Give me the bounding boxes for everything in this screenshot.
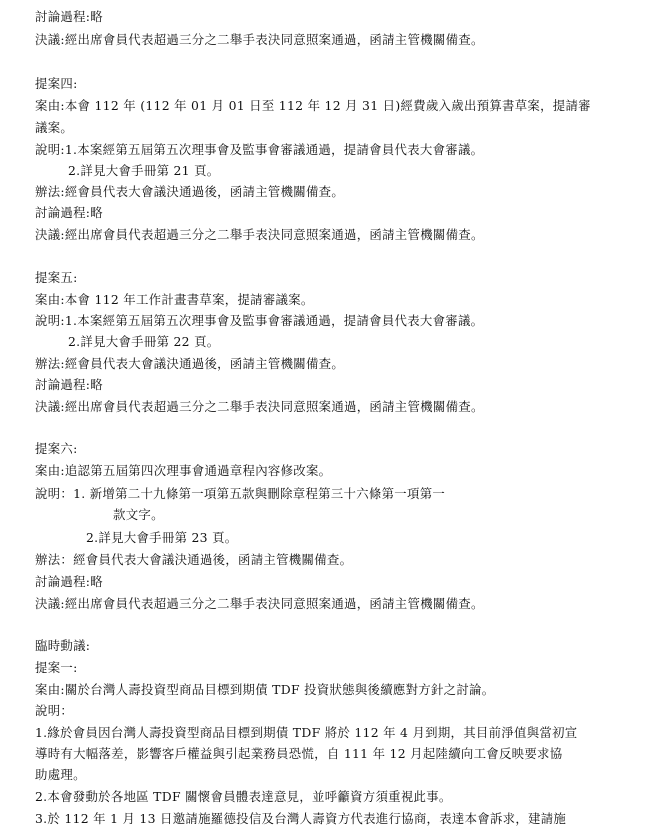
proposal-6-discussion: 討論過程:略	[35, 574, 103, 589]
extempore-item-1-cont-2: 助處理。	[35, 767, 86, 782]
proposal-5-note-2: 2.詳見大會手冊第 22 頁。	[68, 334, 220, 349]
proposal-5-reason: 案由:本會 112 年工作計畫書草案，提請審議案。	[35, 292, 314, 307]
proposal-6-note-2: 2.詳見大會手冊第 23 頁。	[86, 530, 238, 545]
proposal-5-note-1: 說明:1.本案經第五屆第五次理事會及監事會審議通過，提請會員代表大會審議。	[35, 313, 484, 328]
proposal-6-heading: 提案六:	[35, 441, 78, 456]
proposal-6-note-1: 說明：1. 新增第二十九條第一項第五款與刪除章程第三十六條第一項第一	[35, 486, 446, 501]
proposal-4-reason-cont: 議案。	[35, 120, 74, 135]
proposal-5-heading: 提案五:	[35, 270, 78, 285]
extempore-item-2: 2.本會發動於各地區 TDF 關懷會員體表達意見，並呼籲資方須重視此事。	[35, 789, 452, 804]
proposal-4-discussion: 討論過程:略	[35, 205, 103, 220]
extempore-proposal-1-reason: 案由:關於台灣人壽投資型商品目標到期債 TDF 投資狀態與後續應對方針之討論。	[35, 682, 495, 697]
extempore-item-1: 1.緣於會員因台灣人壽投資型商品目標到期債 TDF 將於 112 年 4 月到期，其目前淨值與當初宣	[35, 725, 578, 740]
proposal-5-discussion: 討論過程:略	[35, 377, 103, 392]
proposal-4-method: 辦法:經會員代表大會議決通過後，函請主管機關備查。	[35, 184, 345, 199]
prev-resolution: 決議:經出席會員代表超過三分之二舉手表決同意照案通過，函請主管機關備查。	[35, 32, 484, 47]
proposal-6-note-1-cont: 款文字。	[113, 507, 164, 522]
proposal-4-resolution: 決議:經出席會員代表超過三分之二舉手表決同意照案通過，函請主管機關備查。	[35, 227, 484, 242]
proposal-4-note-1: 說明:1.本案經第五屆第五次理事會及監事會審議通過，提請會員代表大會審議。	[35, 142, 484, 157]
extempore-item-3: 3.於 112 年 1 月 13 日邀請施羅德投信及台灣人壽資方代表進行協商，表達本會訴求，建請施	[35, 811, 567, 826]
prev-discussion: 討論過程:略	[35, 9, 103, 24]
proposal-6-method: 辦法：經會員代表大會議決通過後，函請主管機關備查。	[35, 552, 353, 567]
extempore-heading: 臨時動議:	[35, 638, 91, 653]
proposal-4-reason: 案由:本會 112 年 (112 年 01 月 01 日至 112 年 12 月 31 日)經費歲入歲出預算書草案，提請審	[35, 98, 591, 113]
proposal-5-method: 辦法:經會員代表大會議決通過後，函請主管機關備查。	[35, 356, 345, 371]
proposal-6-resolution: 決議:經出席會員代表超過三分之二舉手表決同意照案通過，函請主管機關備查。	[35, 596, 484, 611]
proposal-6-reason: 案由:追認第五屆第四次理事會通過章程內容修改案。	[35, 463, 332, 478]
extempore-item-1-cont: 導時有大幅落差，影響客戶權益與引起業務員恐慌，自 111 年 12 月起陸續向工會反映要求協	[35, 746, 563, 761]
proposal-4-heading: 提案四:	[35, 76, 78, 91]
proposal-5-resolution: 決議:經出席會員代表超過三分之二舉手表決同意照案通過，函請主管機關備查。	[35, 399, 484, 414]
extempore-proposal-1-heading: 提案一:	[35, 660, 78, 675]
proposal-4-note-2: 2.詳見大會手冊第 21 頁。	[68, 163, 220, 178]
extempore-note-label: 說明：	[35, 703, 74, 718]
